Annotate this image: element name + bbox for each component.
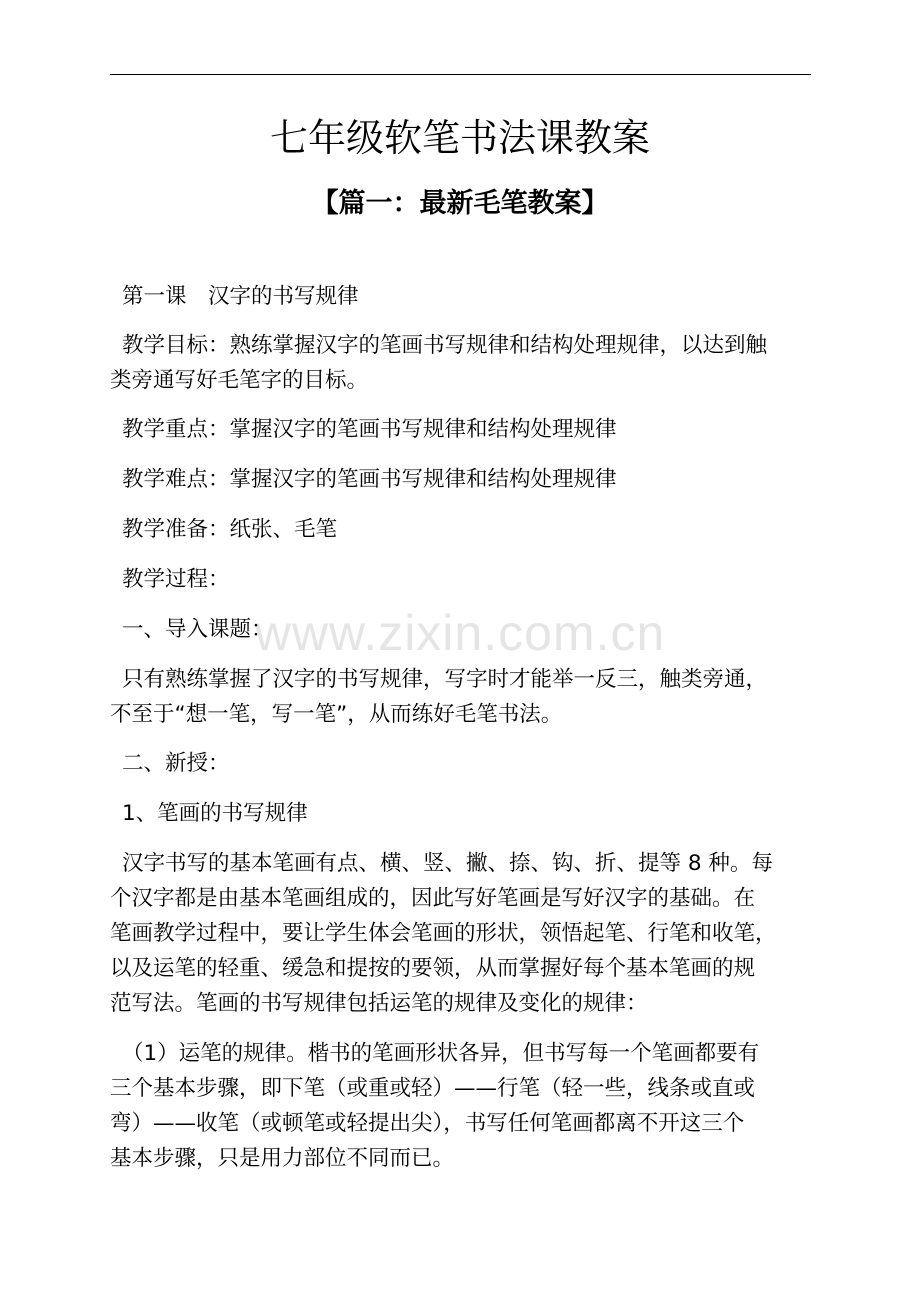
brush-rules-line-4: 基本步骤，只是用力部位不同而已。 [110, 1146, 455, 1171]
preparation-text: 教学准备：纸张、毛笔 [122, 517, 338, 542]
stroke-rules-line-4: 以及运笔的轻重、缓急和提按的要领，从而掌握好每个基本笔画的规 [110, 956, 756, 981]
lesson-heading [110, 279, 822, 314]
lesson-heading-text: 第一课 汉字的书写规律 [122, 284, 359, 309]
paragraph-stroke-rules-heading [110, 796, 822, 831]
objectives-line-1: 教学目标：熟练掌握汉字的笔画书写规律和结构处理规律，以达到触 [122, 333, 768, 358]
document-subtitle: 【篇一：最新毛笔教案】 [311, 188, 609, 219]
paragraph-new-teaching [110, 746, 822, 781]
stroke-rules-line-5: 范写法。笔画的书写规律包括运笔的规律及变化的规律： [110, 991, 648, 1016]
stroke-rules-line-1: 汉字书写的基本笔画有点、横、竖、撇、捺、钩、折、提等 8 种。每 [122, 851, 773, 876]
header-rule [110, 74, 811, 75]
document-title: 七年级软笔书法课教案 [269, 116, 650, 160]
watermark: www.zixin.com.cn [254, 605, 666, 661]
new-teaching-text: 二、新授： [122, 751, 230, 776]
objectives-line-2: 类旁通写好毛笔字的目标。 [110, 368, 369, 393]
stroke-rules-heading-text: 1、笔画的书写规律 [122, 801, 308, 826]
key-points-text: 教学重点：掌握汉字的笔画书写规律和结构处理规律 [122, 417, 617, 442]
process-text: 教学过程： [122, 567, 230, 592]
stroke-rules-line-3: 笔画教学过程中，要让学生体会笔画的形状，领悟起笔、行笔和收笔， [110, 921, 777, 946]
paragraph-preparation [110, 512, 822, 547]
difficulties-text: 教学难点：掌握汉字的笔画书写规律和结构处理规律 [122, 467, 617, 492]
intro-line-2: 不至于“想一笔，写一笔”，从而练好毛笔书法。 [110, 702, 563, 727]
paragraph-intro-heading [110, 612, 822, 647]
paragraph-objectives [110, 328, 822, 398]
paragraph-process [110, 562, 822, 597]
paragraph-intro [110, 662, 822, 732]
brush-rules-line-2: 三个基本步骤，即下笔（或重或轻）——行笔（轻一些，线条或直或 [110, 1076, 756, 1101]
brush-rules-line-3: 弯）——收笔（或顿笔或轻提出尖），书写任何笔画都离不开这三个 [110, 1111, 745, 1136]
paragraph-stroke-rules [110, 846, 822, 1021]
intro-heading-text: 一、导入课题： [122, 617, 273, 642]
paragraph-brush-rules [110, 1036, 822, 1176]
intro-line-1: 只有熟练掌握了汉字的书写规律，写字时才能举一反三，触类旁通， [122, 667, 768, 692]
paragraph-difficulties [110, 462, 822, 497]
brush-rules-line-1: （1）运笔的规律。楷书的笔画形状各异，但书写每一个笔画都要有 [122, 1041, 760, 1066]
stroke-rules-line-2: 个汉字都是由基本笔画组成的，因此写好笔画是写好汉字的基础。在 [110, 886, 756, 911]
paragraph-key-points [110, 412, 822, 447]
